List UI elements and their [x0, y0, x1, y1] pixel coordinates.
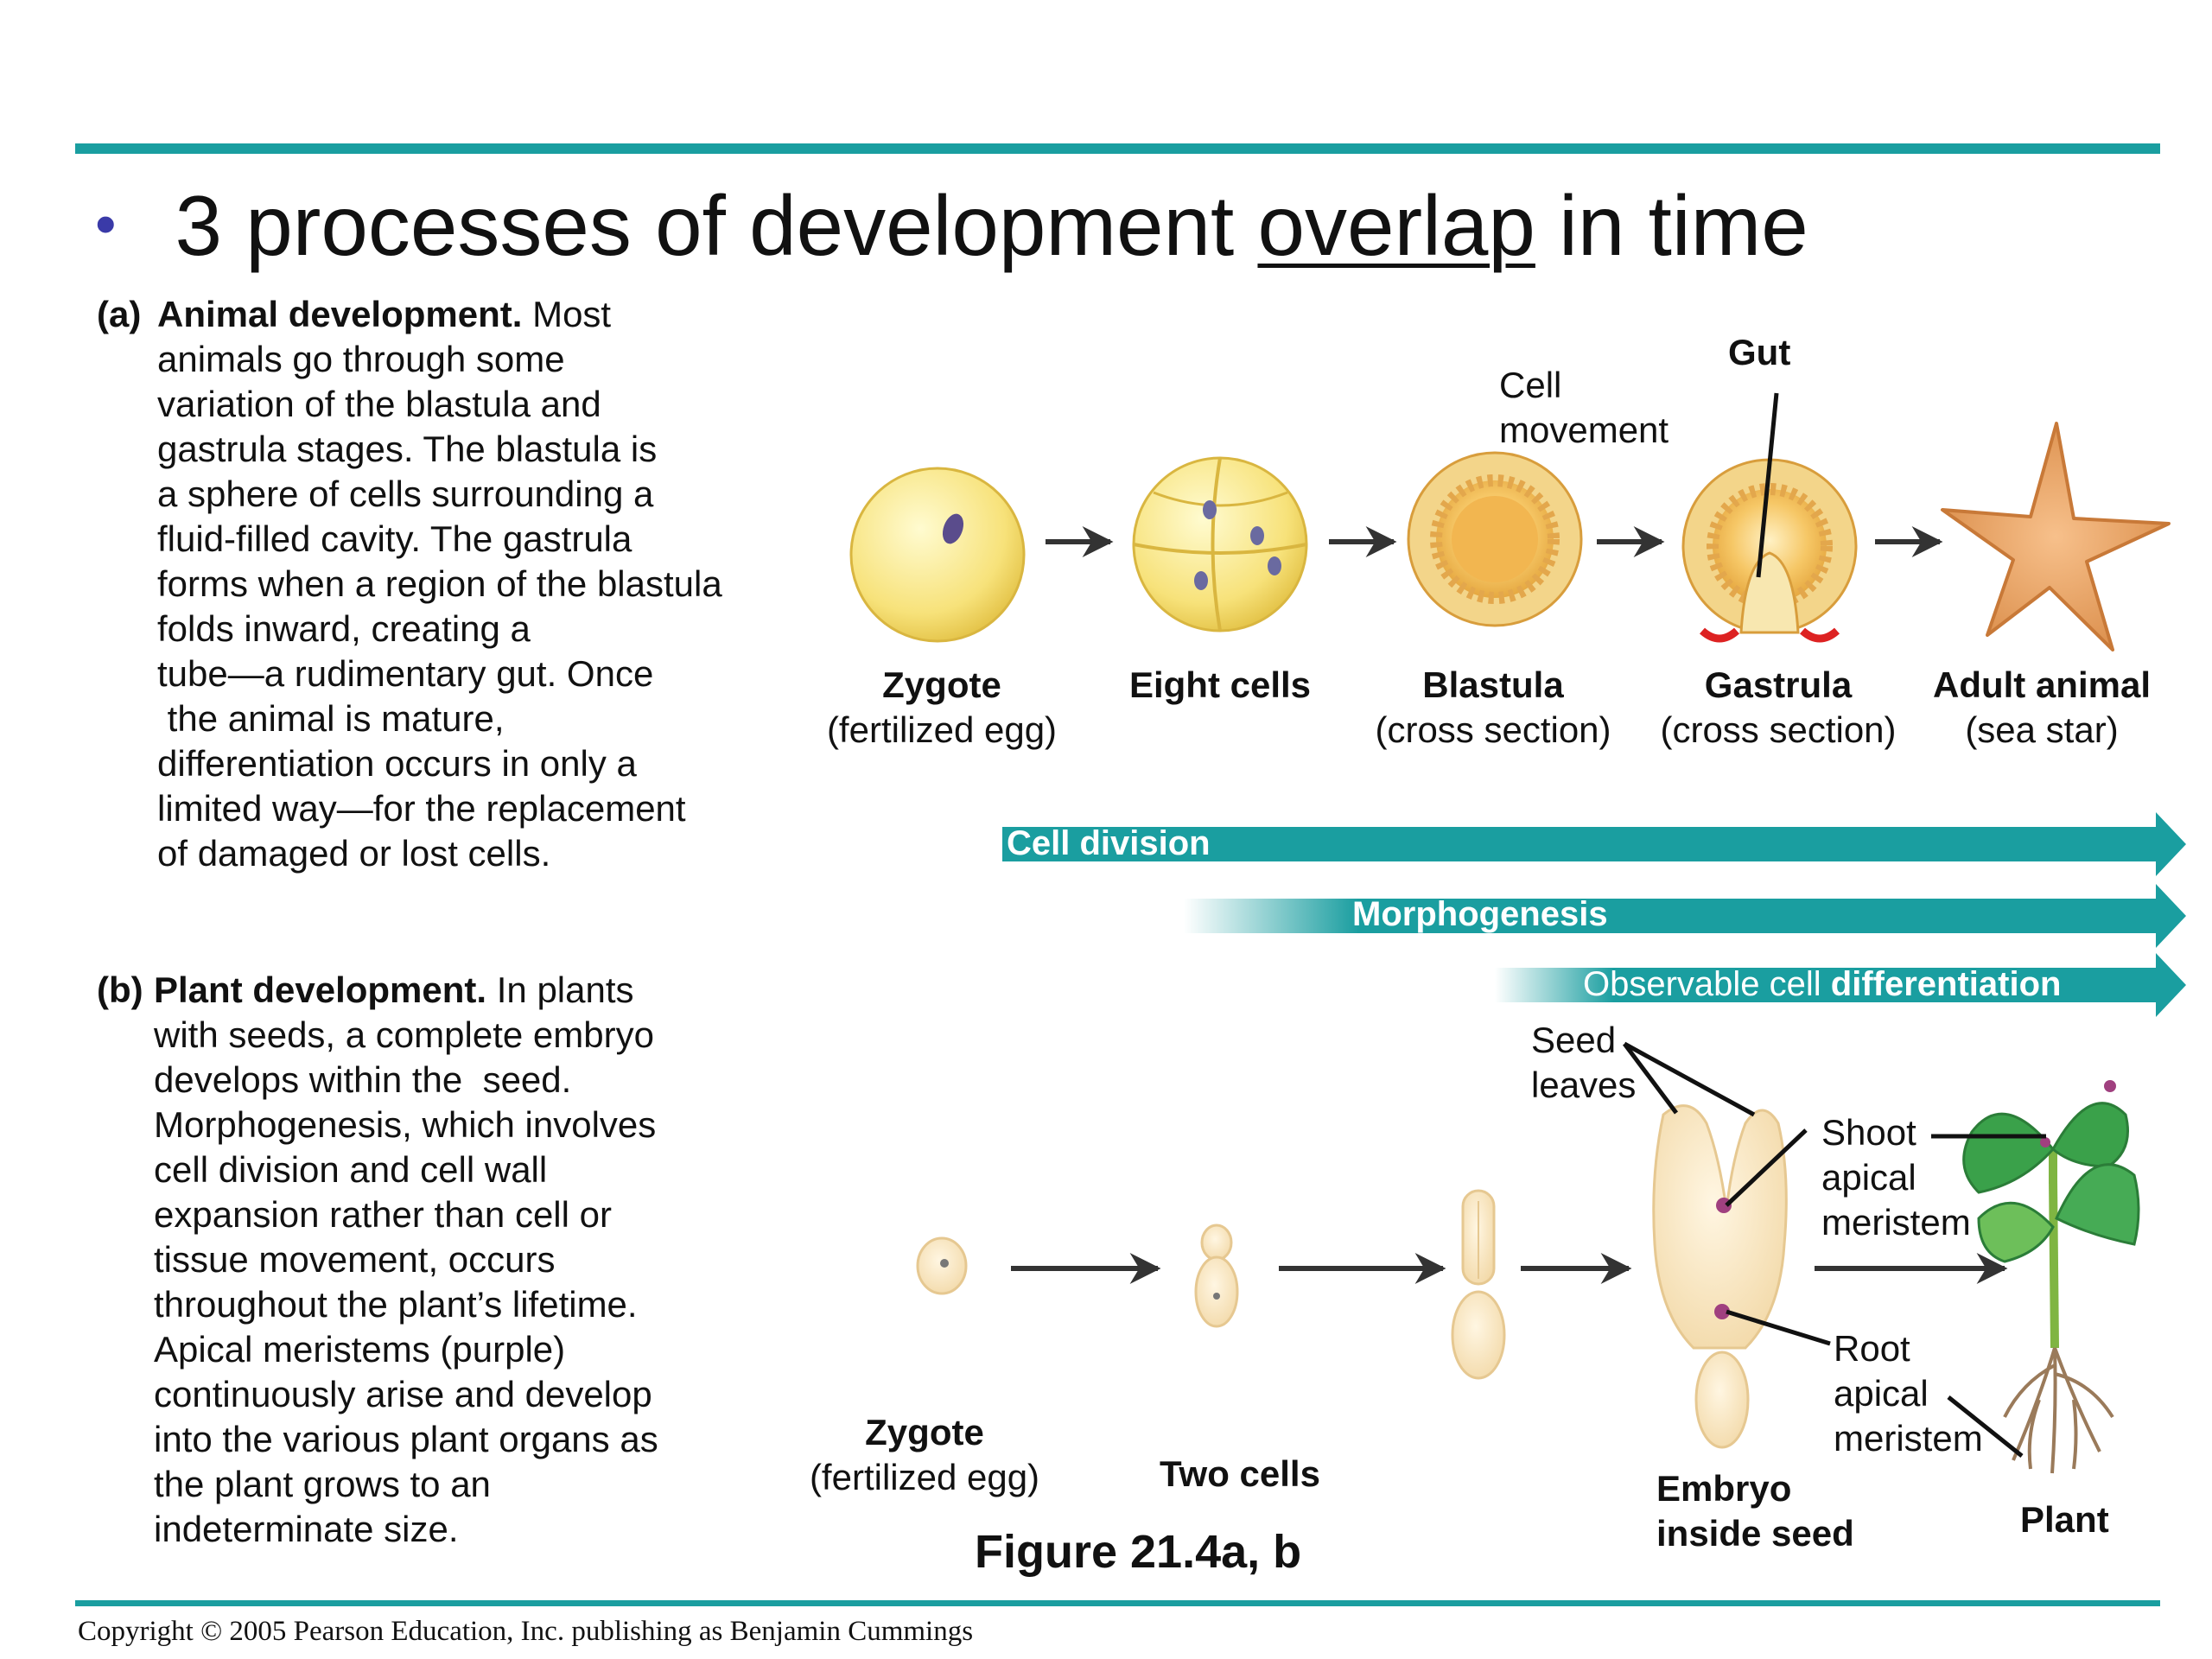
animal-stage-label-gastrula: Gastrula (cross section) — [1660, 664, 1897, 750]
animal-line: of damaged or lost cells. — [157, 833, 551, 874]
animal-line: fluid-filled cavity. The gastrula — [157, 518, 632, 559]
two-cells-illustration — [1196, 1225, 1237, 1326]
plant-line: into the various plant organs as — [154, 1419, 658, 1459]
blastula-illustration — [1408, 453, 1581, 626]
gut-label: Gut — [1728, 332, 1791, 372]
plant-zygote-illustration — [918, 1238, 966, 1294]
animal-zygote-illustration — [851, 468, 1024, 641]
embryo-inside-seed-label: Embryo inside seed — [1656, 1468, 1854, 1554]
animal-stage-label-zygote: Zygote (fertilized egg) — [826, 664, 1058, 750]
plant-line: the plant grows to an — [154, 1464, 491, 1504]
plant-marker: (b) — [97, 969, 143, 1010]
root-apical-meristem-label: Root apical meristem — [1834, 1328, 1983, 1459]
animal-line: forms when a region of the blastula — [157, 563, 722, 604]
animal-line: folds inward, creating a — [157, 608, 531, 649]
plant-line: tissue movement, occurs — [154, 1239, 556, 1280]
eight-cells-illustration — [1134, 458, 1306, 631]
plant-zygote-label: Zygote (fertilized egg) — [809, 1412, 1040, 1497]
morphogenesis-label: Morphogenesis — [1352, 895, 1608, 933]
animal-line: variation of the blastula and — [157, 384, 601, 424]
animal-stage-label-adult: Adult animal (sea star) — [1932, 664, 2152, 750]
shoot-apical-meristem-label: Shoot apical meristem — [1821, 1112, 1971, 1243]
morphogenesis-arrow — [1184, 884, 2186, 948]
plant-line: with seeds, a complete embryo — [154, 1014, 654, 1055]
plant-line: Plant development. In plants — [154, 969, 634, 1010]
gastrula-illustration — [1683, 460, 1856, 639]
cell-division-label: Cell division — [1007, 824, 1211, 862]
cell-movement-label: Cell movement — [1499, 365, 1669, 450]
sea-star-illustration — [1942, 423, 2169, 650]
animal-line: a sphere of cells surrounding a — [157, 474, 654, 514]
plant-line: expansion rather than cell or — [154, 1194, 612, 1235]
bullet-marker: • — [95, 190, 117, 257]
title-after: in time — [1535, 178, 1808, 273]
animal-line: animals go through some — [157, 339, 565, 379]
animal-heading: Animal development. — [157, 294, 523, 334]
plant-line: throughout the plant’s lifetime. — [154, 1284, 638, 1325]
animal-line: Animal development. Most — [157, 294, 612, 334]
animal-line: differentiation occurs in only a — [157, 743, 637, 784]
seed-leaves-label: Seed leaves — [1531, 1020, 1637, 1105]
plant-line: develops within the seed. — [154, 1059, 572, 1100]
animal-marker: (a) — [97, 294, 142, 334]
plant-line: Morphogenesis, which involves — [154, 1104, 657, 1145]
two-cells-label: Two cells — [1160, 1453, 1320, 1494]
title-underlined: overlap — [1257, 178, 1535, 273]
differentiation-label: Observable cell differentiation — [1583, 965, 2062, 1003]
plant-label: Plant — [2020, 1499, 2109, 1540]
seedling-plant-illustration — [1964, 1080, 2139, 1473]
plant-line: indeterminate size. — [154, 1509, 459, 1549]
animal-line: tube—a rudimentary gut. Once — [157, 653, 654, 694]
plant-line: continuously arise and develop — [154, 1374, 652, 1414]
animal-line: the animal is mature, — [157, 698, 505, 739]
animal-stage-label-eight-cells: Eight cells — [1128, 664, 1312, 705]
figure-label: Figure 21.4a, b — [975, 1526, 1302, 1578]
embryo-in-seed-illustration — [1654, 1106, 1787, 1447]
animal-line: limited way—for the replacement — [157, 788, 686, 829]
animal-line: gastrula stages. The blastula is — [157, 429, 658, 469]
plant-line: cell division and cell wall — [154, 1149, 548, 1190]
copyright-text: Copyright © 2005 Pearson Education, Inc. publishing as Benjamin Cummings — [78, 1616, 974, 1647]
plant-line: Apical meristems (purple) — [154, 1329, 566, 1370]
embryo-stage3-illustration — [1452, 1191, 1504, 1378]
animal-stage-label-blastula: Blastula (cross section) — [1375, 664, 1611, 750]
title-before: 3 processes of development — [175, 178, 1258, 273]
plant-heading: Plant development. — [154, 969, 487, 1010]
